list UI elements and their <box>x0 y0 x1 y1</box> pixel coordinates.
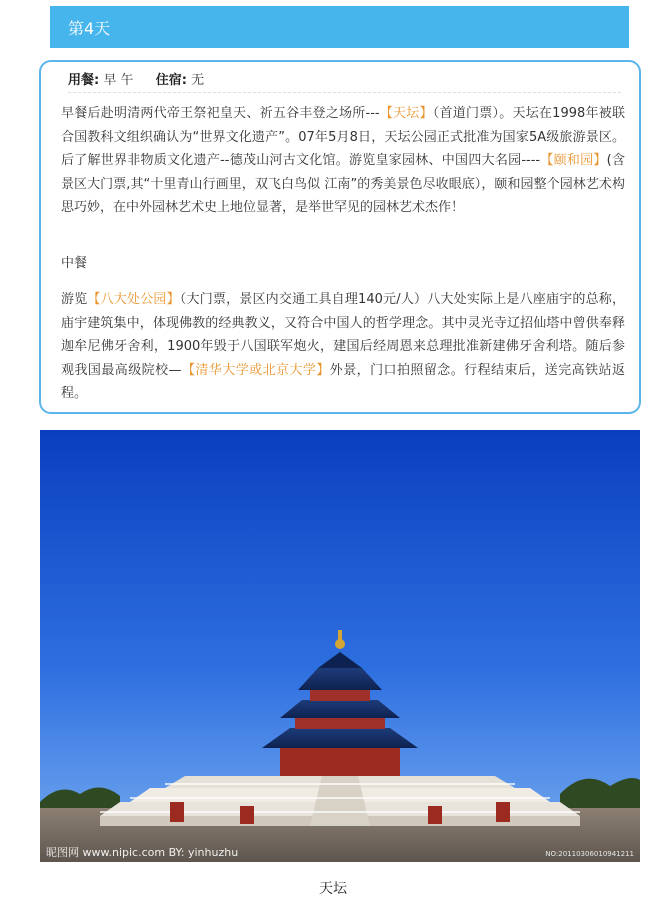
attraction-link-tiantan[interactable]: 【天坛】 <box>379 106 433 121</box>
meals-label: 用餐: <box>68 73 100 88</box>
lodging-label: 住宿: <box>155 73 187 88</box>
photo-watermark: 昵图网 www.nipic.com BY: yinhuzhu <box>46 846 239 859</box>
meals-value: 早 午 <box>103 73 134 88</box>
photo-id: NO:20110306010941211 <box>545 850 634 858</box>
para3-text-a: 游览 <box>61 292 88 307</box>
day-card <box>39 60 641 414</box>
attraction-link-badachu[interactable]: 【八大处公园】 <box>87 292 180 307</box>
para1-text-b: （首道门票）。天坛在1998年被联合国教科文组织确认为“世界文化遗产”。07年5月8日，天坛公园正式批准为国家5A级旅游景区。后了解世界非物质文化遗产--德茂山河古文化馆。游览皇家园林、中国四大名园---- <box>61 106 625 169</box>
para3-text-c: 外景，门口拍照留念。行程结束后，送完高铁站返程。 <box>61 362 625 402</box>
meta-row <box>68 70 621 93</box>
day-header <box>50 6 629 48</box>
tiantan-photo <box>40 430 640 862</box>
lodging-value: 无 <box>191 73 205 88</box>
para1-text-a: 早餐后赴明清两代帝王祭祀皇天、祈五谷丰登之场所--- <box>61 106 380 121</box>
photo-caption: 天坛 <box>319 881 347 897</box>
para3-text-b: （大门票，景区内交通工具自理140元/人）八大处实际上是八座庙宇的总称，庙宇建筑集中，体现佛教的经典教义，又符合中国人的哲学理念。其中灵光寺辽招仙塔中曾供奉释迦牟尼佛牙舍利，1900年毁于八国联军炮火，建国后经周恩来总理批准新建佛牙舍利塔。随后参观我国最高级院校— <box>61 292 625 378</box>
attraction-link-yiheyuan[interactable]: 【颐和园】 <box>540 153 607 169</box>
itinerary-paragraph-1 <box>61 102 625 220</box>
lunch-note: 中餐 <box>61 256 88 271</box>
para1-text-c: (含景区大门票,其“十里青山行画里，双飞白鸟似 江南”的秀美景色尽收眼底），颐和园整个园林艺术构思巧妙，在中外园林艺术史上地位显著，是举世罕见的园林艺术杰作！ <box>61 153 625 216</box>
day-title: 第4天 <box>68 18 111 38</box>
itinerary-paragraph-2 <box>61 288 625 406</box>
attraction-link-university[interactable]: 【清华大学或北京大学】 <box>181 362 330 378</box>
